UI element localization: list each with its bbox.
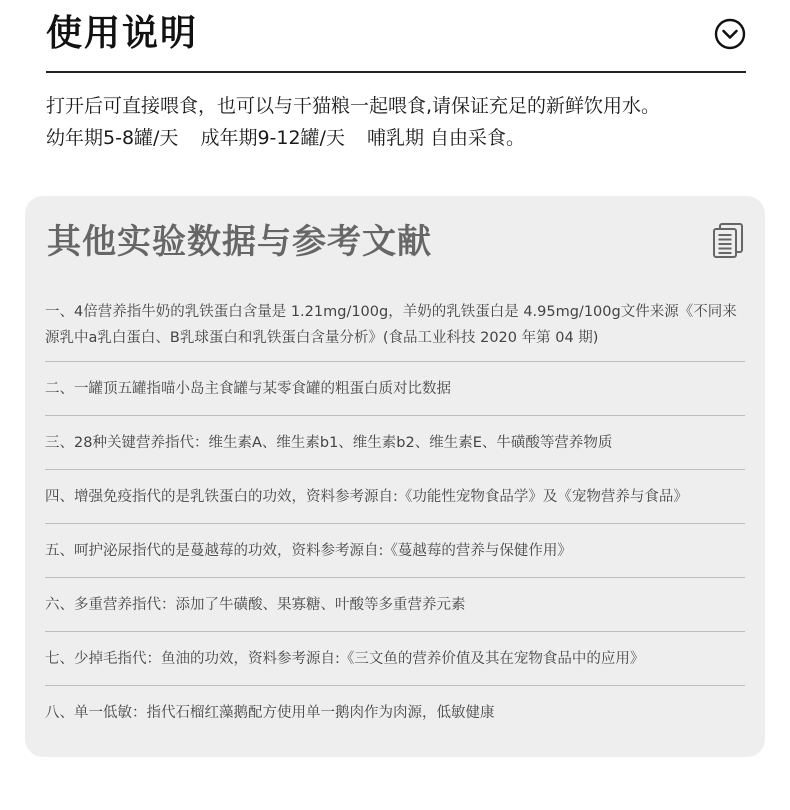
- references-title: 其他实验数据与参考文献: [47, 222, 432, 262]
- reference-item-8: 八、单一低敏：指代石榴红藻鹅配方使用单一鹅肉作为肉源，低敏健康: [45, 705, 495, 721]
- usage-instructions: [46, 90, 766, 154]
- collapse-button[interactable]: [714, 18, 746, 50]
- dosage-adult: 成年期9-12罐/天: [200, 127, 345, 149]
- reference-item-6: 六、多重营养指代：添加了牛磺酸、果寡糖、叶酸等多重营养元素: [45, 578, 745, 632]
- dosage-kitten: 幼年期5-8罐/天: [46, 127, 179, 149]
- reference-item-7: 七、少掉毛指代：鱼油的功效，资料参考源自:《三文鱼的营养价值及其在宠物食品中的应用》: [45, 632, 745, 686]
- usage-line-2: [46, 122, 766, 154]
- document-list-icon: [711, 222, 745, 260]
- usage-title: 使用说明: [46, 13, 199, 54]
- reference-item-4: 四、增强免疫指代的是乳铁蛋白的功效，资料参考源自:《功能性宠物食品学》及《宠物营养与食品》: [45, 470, 745, 524]
- usage-section-header: [46, 10, 746, 58]
- usage-divider: [46, 71, 746, 73]
- references-card: [25, 196, 765, 757]
- reference-item-2: 二、一罐顶五罐指喵小岛主食罐与某零食罐的粗蛋白质对比数据: [45, 362, 745, 416]
- dosage-nursing: 哺乳期 自由采食。: [366, 127, 526, 149]
- reference-item-1: 一、4倍营养指牛奶的乳铁蛋白含量是 1.21mg/100g，羊奶的乳铁蛋白是 4.95mg/100g文件来源《不同来源乳中a乳白蛋白、B乳球蛋白和乳铁蛋白含量分析》(食品工业科技 2020 年第 04 期): [45, 288, 745, 362]
- reference-item-3: 三、28种关键营养指代：维生素A、维生素b1、维生素b2、维生素E、牛磺酸等营养物质: [45, 416, 745, 470]
- reference-item-5: 五、呵护泌尿指代的是蔓越莓的功效，资料参考源自:《蔓越莓的营养与保健作用》: [45, 524, 745, 578]
- references-list: [45, 288, 745, 740]
- chevron-down-circle-icon: [714, 18, 746, 50]
- usage-line-1: 打开后可直接喂食，也可以与干猫粮一起喂食,请保证充足的新鲜饮用水。: [46, 95, 661, 117]
